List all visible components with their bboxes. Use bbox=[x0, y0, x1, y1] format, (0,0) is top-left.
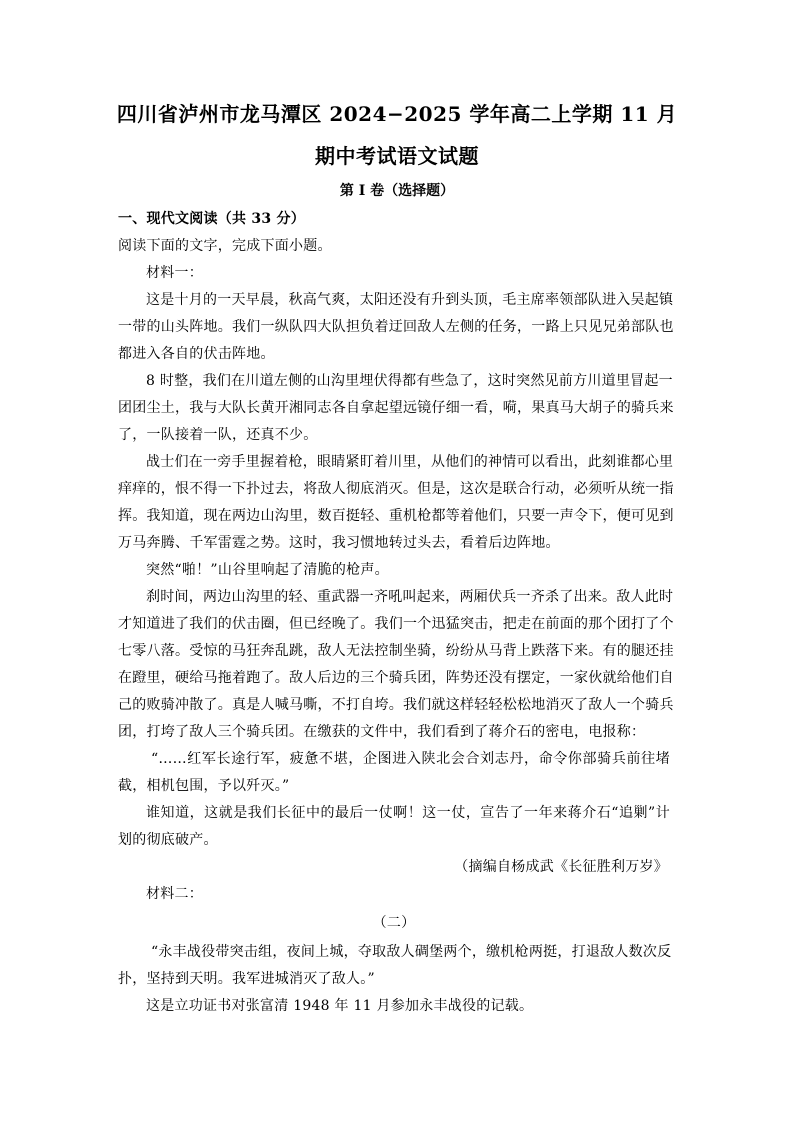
material1-line: 团，打垮了敌人三个骑兵团。在缴获的文件中，我们看到了蒋介石的密电，电报称： bbox=[118, 724, 646, 740]
document-title-line-1: 四川省泸州市龙马潭区 2024−2025 学年高二上学期 11 月 bbox=[116, 102, 678, 126]
material1-line: 战士们在一旁手里握着枪，眼睛紧盯着川里，从他们的神情可以看出，此刻谁都心里 bbox=[146, 454, 674, 470]
material2-label: 材料二： bbox=[146, 886, 203, 902]
material1-line: 才知道进了我们的伏击圈，但已经晚了。我们一个迅猛突击，把走在前面的那个团打了个 bbox=[118, 616, 674, 632]
material1-line: 谁知道，这就是我们长征中的最后一仗啊！这一仗，宣告了一年来蒋介石“追剿”计 bbox=[146, 805, 670, 821]
material1-line: 突然“啪！”山谷里响起了清脆的枪声。 bbox=[146, 562, 389, 578]
material2-line: “永丰战役带突击组，夜间上城，夺取敌人碉堡两个，缴机枪两挺，打退敌人数次反 bbox=[151, 944, 672, 960]
volume-heading: 第 I 卷（选择题） bbox=[339, 183, 455, 199]
material1-line: 了，一队接着一队，还真不少。 bbox=[118, 427, 318, 443]
material1-line: 团团尘土，我与大队长黄开湘同志各自拿起望远镜仔细一看，嗬，果真马大胡子的骑兵来 bbox=[118, 400, 674, 416]
material1-line: 己的败骑冲散了。真是人喊马嘶，不打自垮。我们就这样轻轻松松地消灭了敌人一个骑兵 bbox=[118, 697, 674, 713]
material1-line: 万马奔腾、千军雷霆之势。这时，我习惯地转过头去，看着后边阵地。 bbox=[118, 535, 560, 551]
material2-section-number: （二） bbox=[372, 915, 416, 931]
material1-line: 在蹬里，硬给马拖着跑了。敌人后边的三个骑兵团，阵势还没有摆定，一家伙就给他们自 bbox=[118, 670, 674, 686]
material2-line: 扑，坚持到天明。我军进城消灭了敌人。” bbox=[118, 971, 375, 987]
document-title-line-2: 期中考试语文试题 bbox=[315, 144, 479, 168]
telegram-quote-line: 截，相机包围，予以歼灭。” bbox=[118, 778, 290, 794]
material2-line: 这是立功证书对张富清 1948 年 11 月参加永丰战役的记载。 bbox=[146, 998, 534, 1014]
material1-line: 痒痒的，恨不得一下扑过去，将敌人彻底消灭。但是，这次是联合行动，必须听从统一指 bbox=[118, 481, 674, 497]
material1-line: 划的彻底破产。 bbox=[118, 832, 218, 848]
section-heading: 一、现代文阅读（共 33 分） bbox=[118, 211, 305, 227]
material1-label: 材料一： bbox=[146, 265, 203, 281]
instruction-text: 阅读下面的文字，完成下面小题。 bbox=[118, 238, 332, 254]
material1-line: 一带的山头阵地。我们一纵队四大队担负着迂回敌人左侧的任务，一路上只见兄弟部队也 bbox=[118, 319, 674, 335]
telegram-quote-line: “……红军长途行军，疲惫不堪，企图进入陕北会合刘志丹，命令你部骑兵前往堵 bbox=[151, 751, 670, 767]
material1-line: 挥。我知道，现在两边山沟里，数百挺轻、重机枪都等着他们，只要一声令下，便可见到 bbox=[118, 508, 674, 524]
material1-line: 都进入各自的伏击阵地。 bbox=[118, 346, 275, 362]
material1-line: 刹时间，两边山沟里的轻、重武器一齐吼叫起来，两厢伏兵一齐杀了出来。敌人此时 bbox=[146, 589, 674, 605]
source-citation: （摘编自杨成武《长征胜利万岁》 bbox=[454, 859, 668, 875]
material1-line: 七零八落。受惊的马狂奔乱跳，敌人无法控制坐骑，纷纷从马背上跌落下来。有的腿还挂 bbox=[118, 643, 674, 659]
material1-line: 8 时整，我们在川道左侧的山沟里埋伏得都有些急了，这时突然见前方川道里冒起一 bbox=[146, 373, 673, 389]
material1-line: 这是十月的一天早晨，秋高气爽，太阳还没有升到头顶，毛主席率领部队进入吴起镇 bbox=[146, 292, 674, 308]
